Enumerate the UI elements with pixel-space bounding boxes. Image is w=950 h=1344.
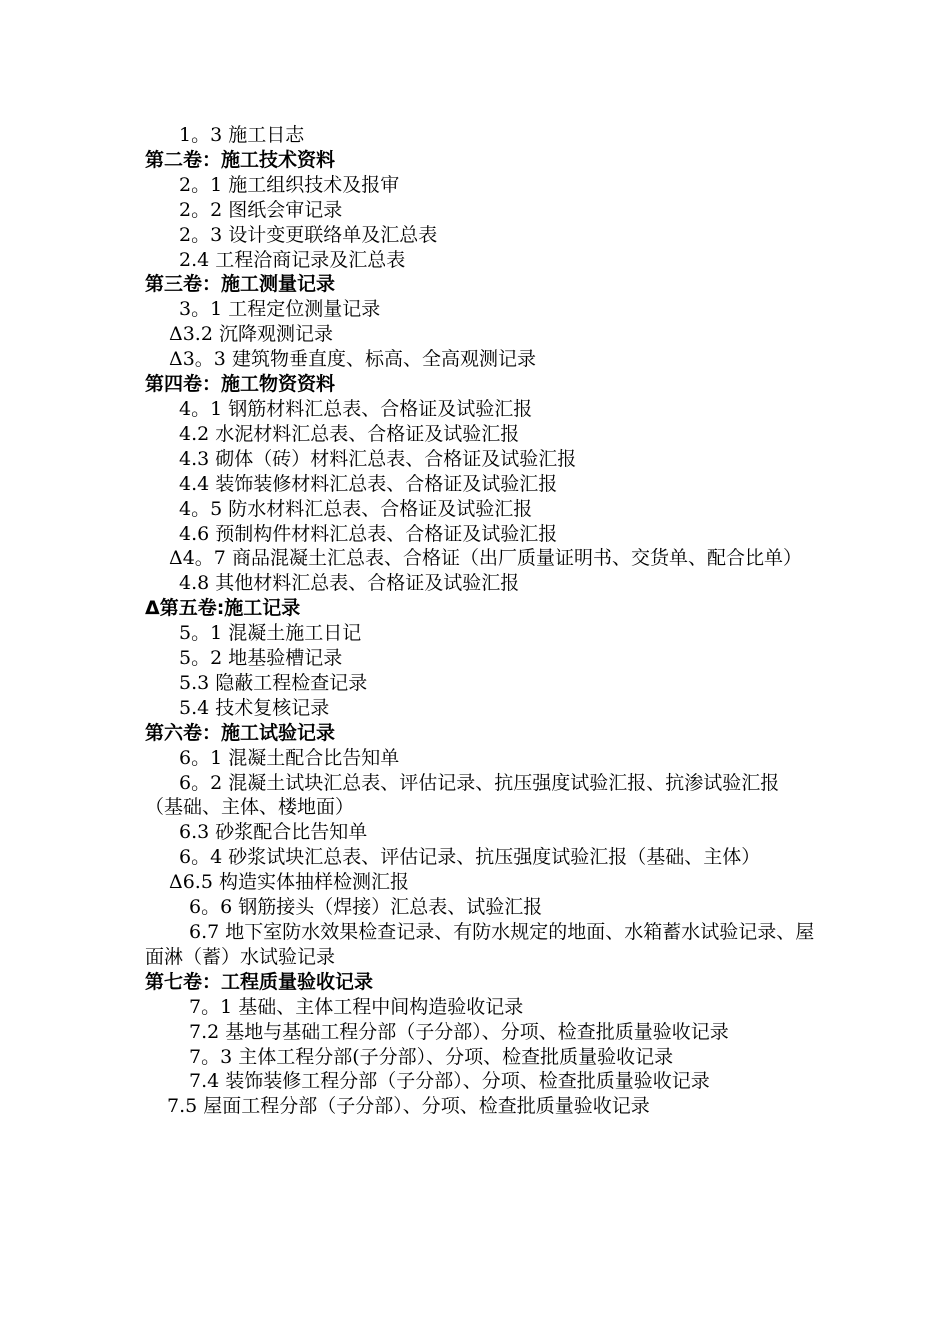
list-item: 4.2 水泥材料汇总表、合格证及试验汇报 — [179, 422, 520, 445]
list-item: Δ3。3 建筑物垂直度、标高、全高观测记录 — [169, 348, 536, 371]
section-heading: 第二卷：施工技术资料 — [145, 148, 336, 171]
list-item: Δ3.2 沉降观测记录 — [169, 323, 333, 346]
section-heading: 第四卷：施工物资资料 — [145, 373, 336, 396]
list-item: 6。2 混凝土试块汇总表、评估记录、抗压强度试验汇报、抗渗试验汇报（基础、主体、楼地面） — [145, 771, 780, 819]
list-item: 5。1 混凝土施工日记 — [179, 622, 362, 645]
list-item: 1。3 施工日志 — [179, 124, 305, 146]
list-item: 4.4 装饰装修材料汇总表、合格证及试验汇报 — [179, 472, 558, 495]
list-item: 6.3 砂浆配合比告知单 — [179, 821, 368, 844]
list-item: 7.2 基地与基础工程分部（子分部）、分项、检查批质量验收记录 — [189, 1020, 729, 1043]
list-item: 4.8 其他材料汇总表、合格证及试验汇报 — [179, 572, 520, 595]
list-item: 4。1 钢筋材料汇总表、合格证及试验汇报 — [179, 397, 533, 420]
list-item: 7。3 主体工程分部(子分部）、分项、检查批质量验收记录 — [189, 1045, 674, 1068]
list-item: Δ4。7 商品混凝土汇总表、合格证（出厂质量证明书、交货单、配合比单） — [169, 547, 802, 570]
list-item: 3。1 工程定位测量记录 — [179, 298, 381, 321]
list-item: 2.4 工程洽商记录及汇总表 — [179, 248, 406, 271]
list-item: 7.5 屋面工程分部（子分部）、分项、检查批质量验收记录 — [167, 1095, 650, 1118]
list-item: 4.3 砌体（砖）材料汇总表、合格证及试验汇报 — [179, 447, 577, 470]
section-heading: 第七卷：工程质量验收记录 — [145, 970, 374, 993]
list-item: 7.4 装饰装修工程分部（子分部）、分项、检查批质量验收记录 — [189, 1070, 710, 1093]
list-item: 6。6 钢筋接头（焊接）汇总表、试验汇报 — [189, 896, 543, 919]
list-item: 5.4 技术复核记录 — [179, 696, 330, 719]
list-item: 2。2 图纸会审记录 — [179, 198, 343, 221]
section-heading: 第六卷：施工试验记录 — [145, 721, 336, 744]
section-heading: Δ第五卷:施工记录 — [145, 597, 301, 620]
list-item: 2。3 设计变更联络单及汇总表 — [179, 223, 438, 246]
list-item: 4。5 防水材料汇总表、合格证及试验汇报 — [179, 497, 533, 520]
document-page — [145, 123, 815, 1119]
list-item: 6。1 混凝土配合比告知单 — [179, 746, 400, 769]
section-heading: 第三卷：施工测量记录 — [145, 273, 336, 296]
list-item: 4.6 预制构件材料汇总表、合格证及试验汇报 — [179, 522, 558, 545]
list-item: 6.7 地下室防水效果检查记录、有防水规定的地面、水箱蓄水试验记录、屋面淋（蓄）水试验记录 — [145, 921, 815, 968]
list-item: 2。1 施工组织技术及报审 — [179, 173, 400, 196]
list-item: 5.3 隐蔽工程检查记录 — [179, 671, 368, 694]
list-item: 7。1 基础、主体工程中间构造验收记录 — [189, 995, 524, 1018]
list-item: 6。4 砂浆试块汇总表、评估记录、抗压强度试验汇报（基础、主体） — [179, 846, 761, 869]
list-item: Δ6.5 构造实体抽样检测汇报 — [169, 871, 409, 894]
list-item: 5。2 地基验槽记录 — [179, 647, 343, 670]
